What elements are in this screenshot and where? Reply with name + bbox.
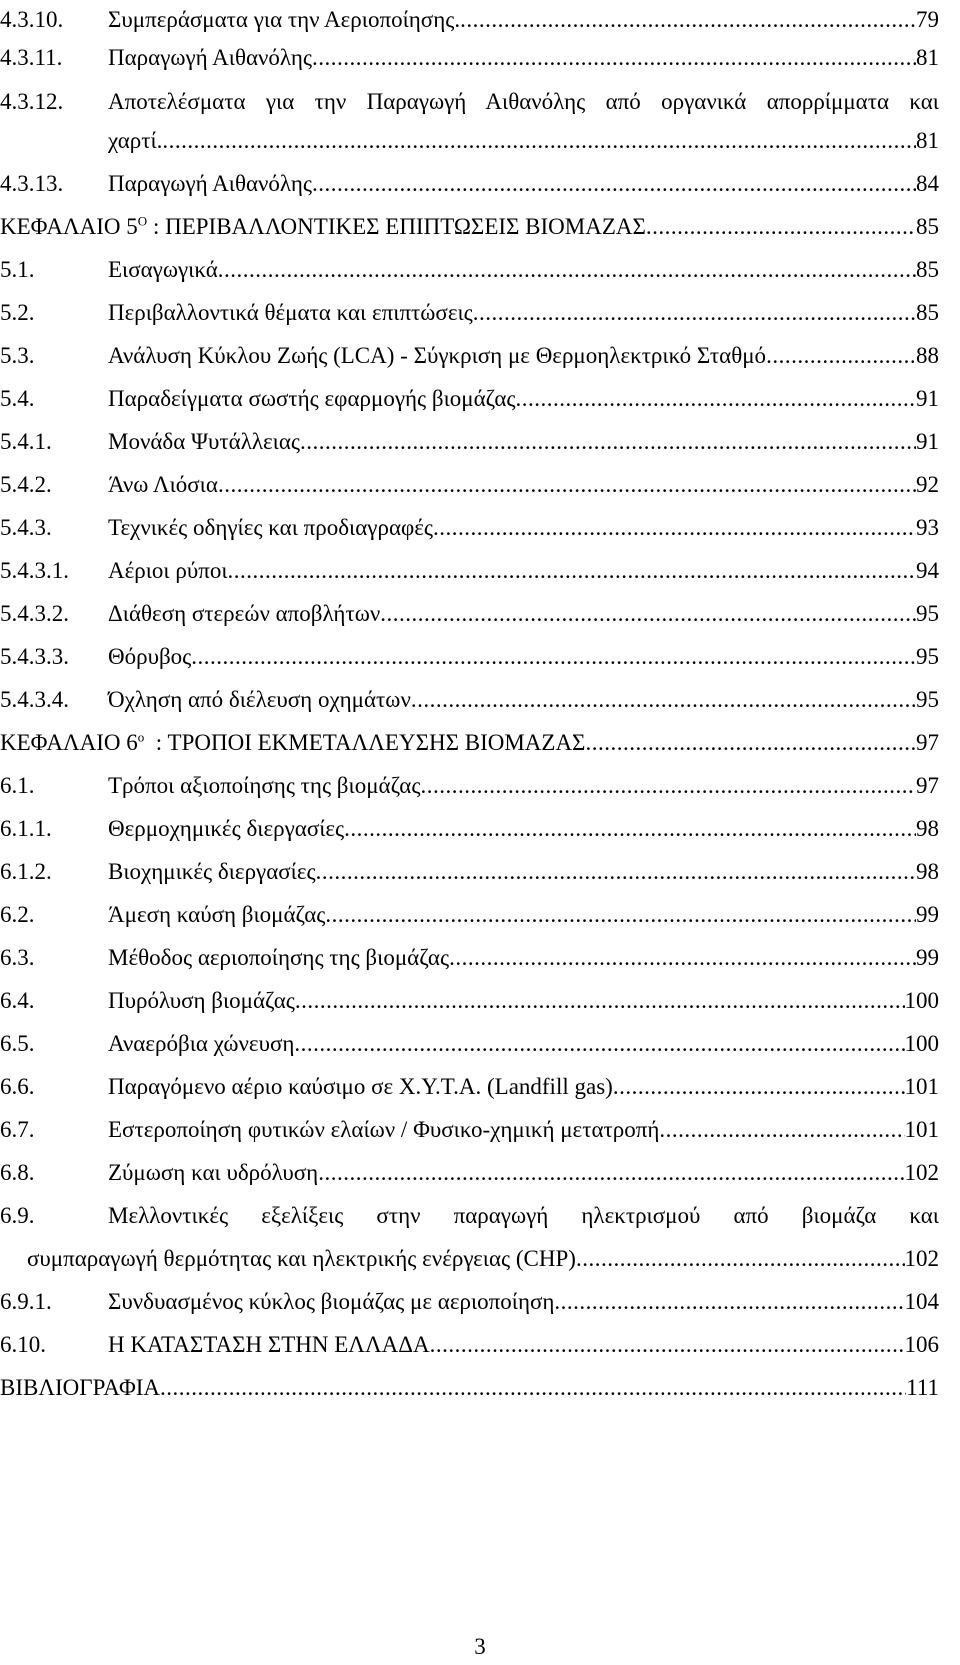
toc-title: Μελλοντικές εξελίξεις στην παραγωγή ηλεκτρισμού από βιομάζα και: [108, 1203, 939, 1228]
toc-leader: [766, 337, 916, 375]
toc-page: 99: [916, 902, 939, 927]
toc-title: ΚΕΦΑΛΑΙΟ $5^O$ : ΠΕΡΙΒΑΛΛΟΝΤΙΚΕΣ ΕΠΙΠΤΩΣΕΙΣ ΒΙΟΜΑΖΑΣ: [0, 213, 646, 239]
toc-entry[interactable]: [0, 1326, 939, 1364]
toc-page: 100: [904, 1031, 939, 1056]
toc-number: 5.3.: [0, 343, 35, 368]
toc-page: 101: [904, 1117, 939, 1142]
toc-leader: [160, 1369, 906, 1407]
toc-leader: [430, 1326, 905, 1364]
toc-title: Εστεροποίηση φυτικών ελαίων / Φυσικο-χημική μετατροπή: [108, 1117, 660, 1142]
toc-page: 88: [916, 343, 939, 368]
toc-entry[interactable]: [0, 552, 939, 590]
toc-title: Πυρόλυση βιομάζας: [108, 988, 295, 1013]
toc-number: 4.3.13.: [0, 171, 64, 196]
toc-number: 6.10.: [0, 1332, 46, 1357]
toc-entry[interactable]: [0, 165, 939, 203]
toc-page: 91: [916, 429, 939, 454]
toc-number: 6.1.: [0, 773, 35, 798]
toc-entry[interactable]: [0, 509, 939, 547]
toc-title: Βιοχημικές διεργασίες: [108, 859, 316, 884]
toc-page: 85: [916, 300, 939, 325]
toc-page: 95: [916, 644, 939, 669]
toc-page: 102: [904, 1246, 939, 1271]
toc-number: 6.1.1.: [0, 816, 52, 841]
toc-chapter-entry[interactable]: [0, 208, 939, 246]
toc-number: 6.9.1.: [0, 1289, 52, 1314]
toc-leader: [218, 251, 916, 289]
toc-leader: [318, 1154, 904, 1192]
toc-number: 5.4.3.: [0, 515, 52, 540]
toc-leader: [218, 466, 916, 504]
toc-page: 81: [916, 45, 939, 70]
toc-entry[interactable]: [0, 767, 939, 805]
toc-page: 102: [904, 1160, 939, 1185]
toc-leader: [420, 767, 916, 805]
toc-leader: [516, 380, 917, 418]
toc-number: 5.4.3.2.: [0, 601, 69, 626]
toc-number: 4.3.12.: [0, 89, 64, 114]
toc-title: Τεχνικές οδηγίες και προδιαγραφές: [108, 515, 434, 540]
toc-leader: [460, 1, 916, 39]
toc-number: 6.5.: [0, 1031, 35, 1056]
toc-title: Άνω Λιόσια: [108, 472, 218, 497]
toc-entry-continuation[interactable]: [0, 1240, 939, 1278]
toc-page: 84: [916, 171, 939, 196]
toc-page: 104: [904, 1289, 939, 1314]
toc-leader: [316, 853, 916, 891]
toc-page: 81: [916, 128, 939, 153]
toc-title-continuation: χαρτί.: [108, 128, 163, 153]
toc-page: 98: [916, 859, 939, 884]
toc-leader: [659, 1111, 904, 1149]
toc-title: Ζύμωση και υδρόλυση: [108, 1160, 319, 1185]
toc-page: 99: [916, 945, 939, 970]
toc-title: Παραδείγματα σωστής εφαρμογής βιομάζας: [108, 386, 516, 411]
toc-leader: [433, 509, 916, 547]
toc-page: 85: [916, 214, 939, 239]
toc-page: 92: [916, 472, 939, 497]
toc-title: ΚΕΦΑΛΑΙΟ $6^o$ : ΤΡΟΠΟΙ ΕΚΜΕΤΑΛΛΕΥΣΗΣ ΒΙΟΜΑΖΑΣ: [0, 729, 586, 755]
toc-leader: [554, 1283, 904, 1321]
toc-entry[interactable]: [0, 1111, 939, 1149]
toc-page: 85: [916, 257, 939, 282]
toc-leader: [380, 595, 916, 633]
toc-leader: [646, 208, 916, 246]
toc-title: Αέριοι ρύποι: [108, 558, 228, 583]
toc-page: 97: [916, 730, 939, 755]
toc-title: Συνδυασμένος κύκλος βιομάζας με αεριοποίηση: [108, 1289, 555, 1314]
toc-leader: [228, 552, 916, 590]
toc-title: Διάθεση στερεών αποβλήτων: [108, 601, 381, 626]
toc-page: 93: [916, 515, 939, 540]
toc-title: Άμεση καύση βιομάζας: [108, 902, 326, 927]
toc-entry[interactable]: [0, 251, 939, 289]
toc-entry[interactable]: [0, 810, 939, 848]
toc-leader: [613, 1068, 905, 1106]
toc-chapter-entry[interactable]: [0, 1369, 939, 1407]
toc-number: 6.8.: [0, 1160, 35, 1185]
toc-page: 111: [906, 1375, 939, 1400]
toc-page: 79: [916, 7, 939, 32]
toc-number: 6.7.: [0, 1117, 35, 1142]
toc-number: 6.4.: [0, 988, 35, 1013]
toc-entry[interactable]: [0, 294, 939, 332]
toc-leader: [473, 294, 916, 332]
toc-entry[interactable]: [0, 466, 939, 504]
toc-number: 5.4.3.4.: [0, 687, 69, 712]
toc-page: 101: [904, 1074, 939, 1099]
toc-number: 6.9.: [0, 1203, 35, 1228]
toc-title: Μέθοδος αεριοποίησης της βιομάζας: [108, 945, 450, 970]
toc-page: 100: [904, 988, 939, 1013]
toc-leader: [162, 122, 916, 160]
toc-entry[interactable]: [0, 423, 939, 461]
toc-page: 98: [916, 816, 939, 841]
toc-entry[interactable]: [0, 982, 939, 1020]
toc-number: 5.4.: [0, 386, 35, 411]
toc-leader: [312, 39, 916, 77]
toc-entry[interactable]: [0, 1197, 939, 1235]
toc-leader: [295, 982, 905, 1020]
toc-entry[interactable]: [0, 896, 939, 934]
toc-title: Όχληση από διέλευση οχημάτων: [108, 687, 411, 712]
toc-entry-continuation[interactable]: [0, 122, 939, 160]
toc-entry[interactable]: [0, 83, 939, 121]
toc-title: ΒΙΒΛΙΟΓΡΑΦΙΑ: [0, 1375, 161, 1400]
toc-title: Αποτελέσματα για την Παραγωγή Αιθανόλης από οργανικά απορρίμματα και: [108, 89, 939, 114]
toc-title: Θερμοχημικές διεργασίες: [108, 816, 345, 841]
toc-entry[interactable]: [0, 39, 939, 77]
toc-number: 5.4.2.: [0, 472, 52, 497]
toc-number: 6.6.: [0, 1074, 35, 1099]
toc-entry[interactable]: [0, 1154, 939, 1192]
toc-leader: [411, 681, 916, 719]
toc-title: Περιβαλλοντικά θέματα και επιπτώσεις: [108, 300, 473, 325]
toc-title: Παραγόμενο αέριο καύσιμο σε Χ.Υ.Τ.Α. (Landfill gas): [108, 1074, 613, 1099]
toc-chapter-entry[interactable]: [0, 724, 939, 762]
toc-entry[interactable]: [0, 380, 939, 418]
toc-entry[interactable]: [0, 638, 939, 676]
toc-number: 5.1.: [0, 257, 35, 282]
toc-number: 4.3.11.: [0, 45, 63, 70]
toc-title: Θόρυβος: [108, 644, 192, 669]
toc-entry[interactable]: [0, 1283, 939, 1321]
toc-number: 5.4.1.: [0, 429, 52, 454]
toc-entry[interactable]: [0, 1068, 939, 1106]
toc-number: 5.4.3.1.: [0, 558, 69, 583]
toc-title: Ανάλυση Κύκλου Ζωής (LCA) - Σύγκριση με Θερμοηλεκτρικό Σταθμό: [108, 343, 767, 368]
toc-page: 95: [916, 687, 939, 712]
toc-page: 95: [916, 601, 939, 626]
toc-page: 94: [916, 558, 939, 583]
toc-number: 5.4.3.3.: [0, 644, 69, 669]
toc-leader: [191, 638, 916, 676]
toc-title: Η ΚΑΤΑΣΤΑΣΗ ΣΤΗΝ ΕΛΛΑΔΑ: [108, 1332, 430, 1357]
page-number: 3: [474, 1634, 486, 1659]
toc-entry[interactable]: [0, 337, 939, 375]
toc-number: 6.2.: [0, 902, 35, 927]
toc-entry[interactable]: [0, 595, 939, 633]
toc-title: Εισαγωγικά: [108, 257, 218, 282]
toc-leader: [585, 724, 916, 762]
toc-title: Συμπεράσματα για την Αεριοποίησης.: [108, 7, 461, 32]
toc-entry[interactable]: [0, 681, 939, 719]
toc-number: 6.1.2.: [0, 859, 52, 884]
toc-entry[interactable]: [0, 1025, 939, 1063]
toc-page: 97: [916, 773, 939, 798]
toc-leader: [325, 896, 916, 934]
toc-leader: [312, 165, 916, 203]
toc-entry[interactable]: [0, 939, 939, 977]
toc-number: 4.3.10.: [0, 7, 64, 32]
toc-number: 6.3.: [0, 945, 35, 970]
toc-page: 91: [916, 386, 939, 411]
toc-entry[interactable]: [0, 853, 939, 891]
toc-title: Αναερόβια χώνευση: [108, 1031, 295, 1056]
toc-page: 106: [904, 1332, 939, 1357]
toc-leader: [576, 1240, 905, 1278]
toc-title: Παραγωγή Αιθανόλης: [108, 45, 313, 70]
toc-title: Μονάδα Ψυτάλλειας: [108, 429, 300, 454]
toc-leader: [344, 810, 916, 848]
toc-title: Τρόποι αξιοποίησης της βιομάζας: [108, 773, 421, 798]
toc-number: 5.2.: [0, 300, 35, 325]
toc-leader: [449, 939, 916, 977]
toc-title-continuation: συμπαραγωγή θερμότητας και ηλεκτρικής ενέργειας (CHP): [27, 1246, 576, 1271]
toc-leader: [300, 423, 916, 461]
toc-entry[interactable]: [0, 1, 939, 39]
toc-leader: [294, 1025, 904, 1063]
toc-title: Παραγωγή Αιθανόλης: [108, 171, 313, 196]
